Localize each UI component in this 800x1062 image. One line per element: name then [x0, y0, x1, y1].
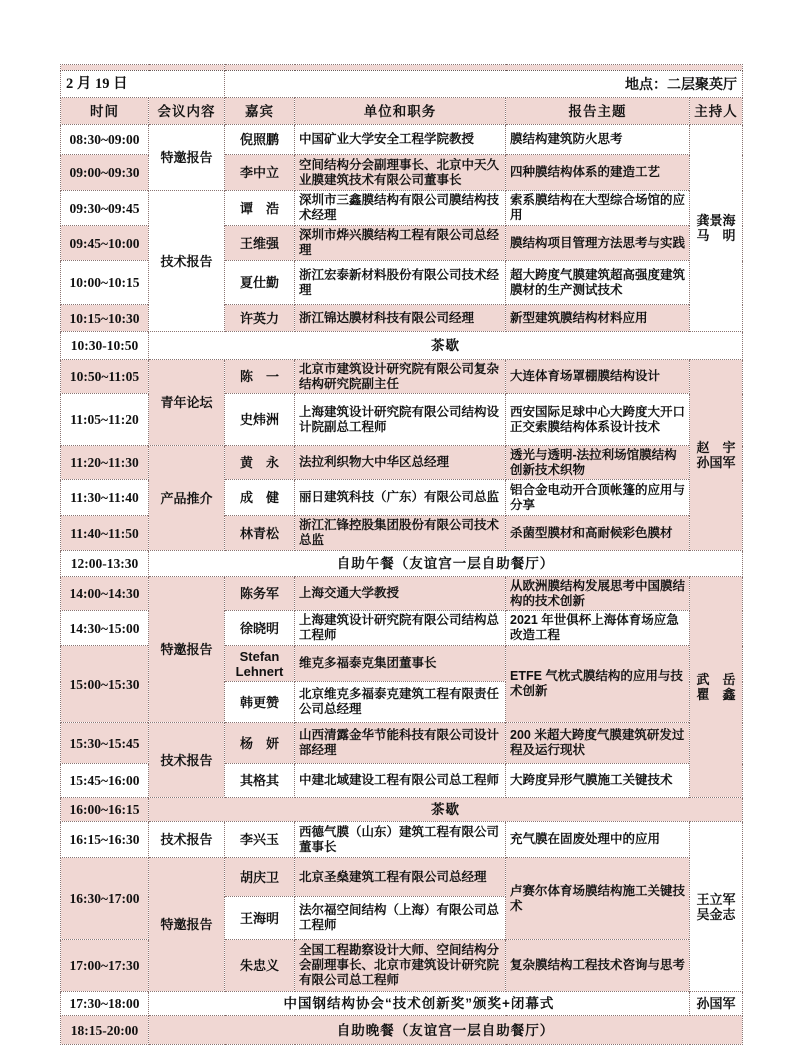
time-cell: 10:15~10:30 — [61, 305, 149, 332]
time-cell: 11:30~11:40 — [61, 480, 149, 516]
topic-cell: 透光与透明-法拉利场馆膜结构创新技术织物 — [506, 446, 690, 480]
time-cell: 18:15-20:00 — [61, 1016, 149, 1045]
guest-cell: 倪照鹏 — [225, 125, 295, 155]
guest-cell: 朱忠义 — [225, 940, 295, 992]
topic-cell: 西安国际足球中心大跨度大开口正交索膜结构体系设计技术 — [506, 394, 690, 446]
host-cell — [690, 822, 743, 992]
meal-row — [61, 551, 743, 577]
unit-cell: 浙江锦达膜材科技有限公司经理 — [295, 305, 506, 332]
date-label: 2 月 19 日 — [61, 71, 225, 98]
time-cell: 09:00~09:30 — [61, 155, 149, 191]
guest-cell: 林青松 — [225, 516, 295, 551]
header-row — [61, 98, 743, 125]
topic-cell: 大跨度异形气膜施工关键技术 — [506, 764, 690, 798]
unit-cell: 法拉利织物大中华区总经理 — [295, 446, 506, 480]
topic-cell: 铝合金电动开合顶帐篷的应用与分享 — [506, 480, 690, 516]
time-cell: 10:30-10:50 — [61, 332, 149, 360]
time-cell: 12:00-13:30 — [61, 551, 149, 577]
unit-cell: 浙江汇锋控股集团股份有限公司技术总监 — [295, 516, 506, 551]
guest-cell: 许英力 — [225, 305, 295, 332]
unit-cell: 深圳市烨兴膜结构工程有限公司总经理 — [295, 226, 506, 261]
table-row — [61, 577, 743, 611]
unit-cell: 北京圣燊建筑工程有限公司总经理 — [295, 858, 506, 897]
time-cell: 09:30~09:45 — [61, 191, 149, 226]
guest-cell: 胡庆卫 — [225, 858, 295, 897]
unit-cell: 北京市建筑设计研究院有限公司复杂结构研究院副主任 — [295, 360, 506, 394]
host-name: 瞿 鑫 — [696, 687, 736, 702]
table-row — [61, 191, 743, 226]
time-cell: 16:30~17:00 — [61, 858, 149, 940]
unit-cell: 北京维克多福泰克建筑工程有限责任公司总经理 — [295, 682, 506, 723]
host-name: 吴金志 — [696, 906, 736, 922]
col-header-host: 主持人 — [690, 98, 743, 125]
host-cell — [690, 125, 743, 332]
topic-cell: 杀菌型膜材和高耐候彩色膜材 — [506, 516, 690, 551]
topic-cell: 膜结构项目管理方法思考与实践 — [506, 226, 690, 261]
guest-cell: 黄 永 — [225, 446, 295, 480]
topic-cell: 新型建筑膜结构材料应用 — [506, 305, 690, 332]
unit-cell: 法尔福空间结构（上海）有限公司总工程师 — [295, 897, 506, 940]
time-cell: 14:30~15:00 — [61, 611, 149, 646]
host-name: 武 岳 — [696, 672, 736, 687]
table-row — [61, 822, 743, 858]
break-row — [61, 332, 743, 360]
unit-cell: 丽日建筑科技（广东）有限公司总监 — [295, 480, 506, 516]
closing-label: 中国钢结构协会“技术创新奖”颁奖+闭幕式 — [149, 992, 690, 1016]
unit-cell: 山西清露金华节能科技有限公司设计部经理 — [295, 723, 506, 764]
session-type-cell: 技术报告 — [149, 723, 225, 798]
time-cell: 15:00~15:30 — [61, 646, 149, 723]
table-row — [61, 125, 743, 155]
meal-row — [61, 1016, 743, 1045]
guest-cell: 李兴玉 — [225, 822, 295, 858]
host-name: 孙国军 — [696, 455, 736, 470]
topic-cell: 复杂膜结构工程技术咨询与思考 — [506, 940, 690, 992]
host-cell — [690, 360, 743, 551]
date-row — [61, 71, 743, 98]
time-cell: 11:20~11:30 — [61, 446, 149, 480]
session-type-cell: 青年论坛 — [149, 360, 225, 446]
col-header-guest: 嘉宾 — [225, 98, 295, 125]
topic-cell: 200 米超大跨度气膜建筑研发过程及运行现状 — [506, 723, 690, 764]
col-header-session: 会议内容 — [149, 98, 225, 125]
break-row — [61, 798, 743, 822]
host-name: 孙国军 — [696, 996, 736, 1011]
break-label: 茶歇 — [149, 332, 743, 360]
time-cell: 14:00~14:30 — [61, 577, 149, 611]
table-row — [61, 360, 743, 394]
host-name: 马 明 — [696, 228, 736, 243]
session-type-cell: 技术报告 — [149, 191, 225, 332]
time-cell: 17:30~18:00 — [61, 992, 149, 1016]
topic-cell: 从欧洲膜结构发展思考中国膜结构的技术创新 — [506, 577, 690, 611]
guest-cell: 王维强 — [225, 226, 295, 261]
topic-cell: 卢赛尔体育场膜结构施工关键技术 — [506, 858, 690, 940]
unit-cell: 空间结构分会副理事长、北京中天久业膜建筑技术有限公司董事长 — [295, 155, 506, 191]
topic-cell: 超大跨度气膜建筑超高强度建筑膜材的生产测试技术 — [506, 261, 690, 305]
unit-cell: 全国工程勘察设计大师、空间结构分会副理事长、北京市建筑设计研究院有限公司总工程师 — [295, 940, 506, 992]
session-type-cell: 产品推介 — [149, 446, 225, 551]
time-cell: 15:45~16:00 — [61, 764, 149, 798]
topic-cell: 充气膜在固废处理中的应用 — [506, 822, 690, 858]
time-cell: 16:00~16:15 — [61, 798, 149, 822]
unit-cell: 深圳市三鑫膜结构有限公司膜结构技术经理 — [295, 191, 506, 226]
guest-cell: 谭 浩 — [225, 191, 295, 226]
col-header-time: 时间 — [61, 98, 149, 125]
unit-cell: 中建北域建设工程有限公司总工程师 — [295, 764, 506, 798]
session-type-cell: 特邀报告 — [149, 858, 225, 992]
topic-cell: 膜结构建筑防火思考 — [506, 125, 690, 155]
topic-cell: 四种膜结构体系的建造工艺 — [506, 155, 690, 191]
unit-cell: 维克多福泰克集团董事长 — [295, 646, 506, 682]
time-cell: 09:45~10:00 — [61, 226, 149, 261]
unit-cell: 西德气膜（山东）建筑工程有限公司董事长 — [295, 822, 506, 858]
time-cell: 11:05~11:20 — [61, 394, 149, 446]
guest-cell: 陈 一 — [225, 360, 295, 394]
table-row — [61, 723, 743, 764]
table-row — [61, 446, 743, 480]
time-cell: 17:00~17:30 — [61, 940, 149, 992]
guest-cell: Stefan Lehnert — [225, 646, 295, 682]
closing-row — [61, 992, 743, 1016]
unit-cell: 浙江宏泰新材料股份有限公司技术经理 — [295, 261, 506, 305]
meal-label: 自助午餐（友谊宫一层自助餐厅） — [149, 551, 743, 577]
location-label: 地点：二层聚英厅 — [225, 71, 743, 98]
schedule-table — [60, 64, 743, 1045]
time-cell: 10:50~11:05 — [61, 360, 149, 394]
time-cell: 15:30~15:45 — [61, 723, 149, 764]
conference-schedule-sheet — [60, 64, 742, 1045]
guest-cell: 韩更赞 — [225, 682, 295, 723]
col-header-unit: 单位和职务 — [295, 98, 506, 125]
session-type-cell: 技术报告 — [149, 822, 225, 858]
guest-cell: 杨 妍 — [225, 723, 295, 764]
time-cell: 08:30~09:00 — [61, 125, 149, 155]
guest-cell: 成 健 — [225, 480, 295, 516]
host-name: 赵 宇 — [696, 440, 736, 455]
unit-cell: 上海交通大学教授 — [295, 577, 506, 611]
topic-cell: 2021 年世俱杯上海体育场应急改造工程 — [506, 611, 690, 646]
unit-cell: 中国矿业大学安全工程学院教授 — [295, 125, 506, 155]
guest-cell: 王海明 — [225, 897, 295, 940]
time-cell: 16:15~16:30 — [61, 822, 149, 858]
host-name: 王立军 — [696, 891, 736, 907]
time-cell: 11:40~11:50 — [61, 516, 149, 551]
session-type-cell: 特邀报告 — [149, 577, 225, 723]
host-name: 龚景海 — [696, 213, 736, 228]
topic-cell: 大连体育场罩棚膜结构设计 — [506, 360, 690, 394]
meal-label: 自助晚餐（友谊宫一层自助餐厅） — [149, 1016, 743, 1045]
unit-cell: 上海建筑设计研究院有限公司结构总工程师 — [295, 611, 506, 646]
host-cell — [690, 577, 743, 798]
break-label: 茶歇 — [149, 798, 743, 822]
guest-cell: 史炜洲 — [225, 394, 295, 446]
topic-cell: 索系膜结构在大型综合场馆的应用 — [506, 191, 690, 226]
guest-cell: 夏仕勤 — [225, 261, 295, 305]
guest-cell: 陈务军 — [225, 577, 295, 611]
guest-cell: 徐晓明 — [225, 611, 295, 646]
host-cell — [690, 992, 743, 1016]
unit-cell: 上海建筑设计研究院有限公司结构设计院副总工程师 — [295, 394, 506, 446]
col-header-topic: 报告主题 — [506, 98, 690, 125]
guest-cell: 其格其 — [225, 764, 295, 798]
time-cell: 10:00~10:15 — [61, 261, 149, 305]
topic-cell: ETFE 气枕式膜结构的应用与技术创新 — [506, 646, 690, 723]
session-type-cell: 特邀报告 — [149, 125, 225, 191]
table-row — [61, 858, 743, 897]
guest-cell: 李中立 — [225, 155, 295, 191]
